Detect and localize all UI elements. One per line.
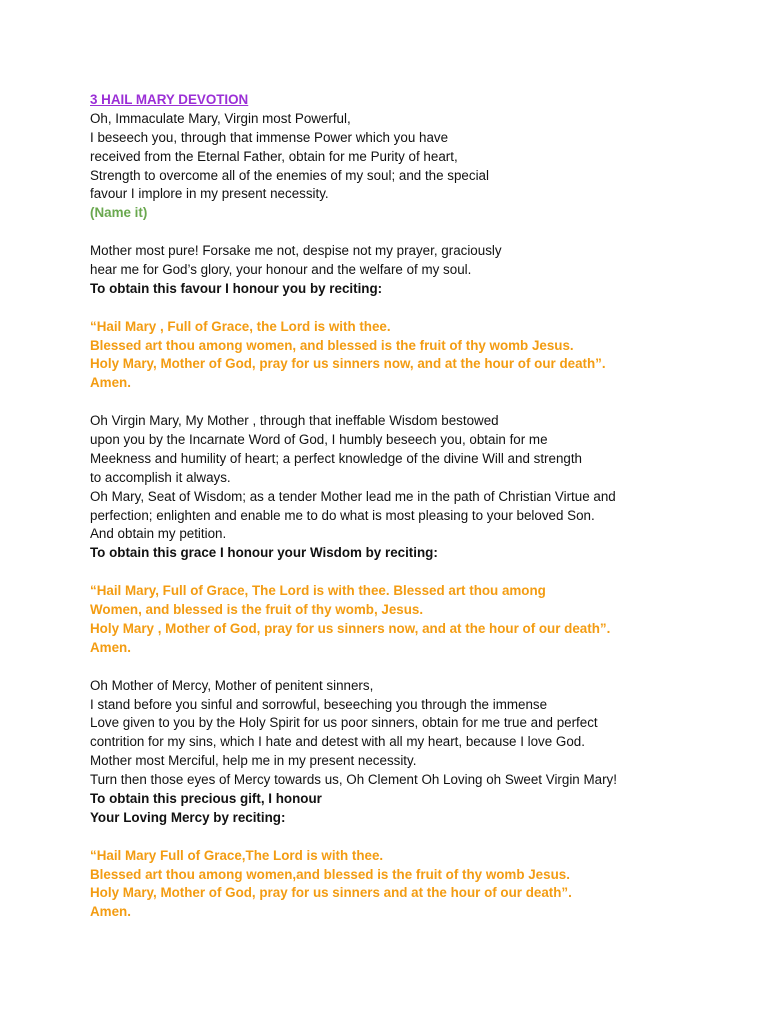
text-line: Strength to overcome all of the enemies of my soul; and the special	[90, 167, 489, 183]
text-line: to accomplish it always.	[90, 469, 231, 485]
text-line: favour I implore in my present necessity.	[90, 186, 329, 202]
spacer	[90, 393, 750, 412]
text-line: upon you by the Incarnate Word of God, I humbly beseech you, obtain for me	[90, 432, 548, 448]
spacer	[90, 828, 750, 847]
text-line: Oh Mary, Seat of Wisdom; as a tender Mother lead me in the path of Christian Virtue and	[90, 488, 616, 504]
section-mercy	[90, 677, 750, 923]
prayer-line: Holy Mary, Mother of God, pray for us sinners now, and at the hour of our death”.	[90, 356, 606, 372]
text-line: Mother most Merciful, help me in my present necessity.	[90, 753, 417, 769]
hail-mary-prayer	[90, 847, 750, 923]
section-immaculate-power	[90, 110, 750, 393]
text-line: Oh Virgin Mary, My Mother , through that ineffable Wisdom bestowed	[90, 413, 499, 429]
reciting-instruction: To obtain this precious gift, I honour	[90, 790, 322, 806]
text-line: received from the Eternal Father, obtain for me Purity of heart,	[90, 148, 458, 164]
document-page	[90, 91, 750, 922]
text-line: perfection; enlighten and enable me to do what is most pleasing to your beloved Son.	[90, 507, 595, 523]
prayer-line: Holy Mary, Mother of God, pray for us sinners and at the hour of our death”.	[90, 885, 572, 901]
text-line: I beseech you, through that immense Power which you have	[90, 129, 449, 145]
prayer-line: Amen.	[90, 375, 131, 391]
name-it-note: (Name it)	[90, 205, 148, 221]
text-line: Love given to you by the Holy Spirit for us poor sinners, obtain for me true and perfect	[90, 715, 598, 731]
prayer-line: “Hail Mary Full of Grace,The Lord is with thee.	[90, 847, 384, 863]
text-line: Oh, Immaculate Mary, Virgin most Powerful,	[90, 110, 351, 126]
spacer	[90, 658, 750, 677]
prayer-line: Women, and blessed is the fruit of thy womb, Jesus.	[90, 602, 424, 618]
text-line: And obtain my petition.	[90, 526, 227, 542]
spacer	[90, 299, 750, 318]
prayer-line: “Hail Mary , Full of Grace, the Lord is with thee.	[90, 318, 391, 334]
spacer	[90, 223, 750, 242]
text-line: hear me for God’s glory, your honour and the welfare of my soul.	[90, 262, 472, 278]
text-line: Mother most pure! Forsake me not, despise not my prayer, graciously	[90, 243, 502, 259]
reciting-instruction: Your Loving Mercy by reciting:	[90, 809, 286, 825]
prayer-line: Amen.	[90, 639, 131, 655]
text-line: Meekness and humility of heart; a perfect knowledge of the divine Will and strength	[90, 450, 583, 466]
reciting-instruction: To obtain this grace I honour your Wisdom by reciting:	[90, 545, 438, 561]
section-wisdom	[90, 412, 750, 658]
prayer-line: Holy Mary , Mother of God, pray for us sinners now, and at the hour of our death”.	[90, 620, 611, 636]
text-line: contrition for my sins, which I hate and detest with all my heart, because I love God.	[90, 734, 585, 750]
spacer	[90, 563, 750, 582]
prayer-line: Blessed art thou among women,and blessed is the fruit of thy womb Jesus.	[90, 866, 570, 882]
hail-mary-prayer	[90, 582, 750, 658]
prayer-line: Amen.	[90, 904, 131, 920]
document-title[interactable]: 3 HAIL MARY DEVOTION	[90, 92, 249, 107]
text-line: I stand before you sinful and sorrowful, beseeching you through the immense	[90, 696, 548, 712]
hail-mary-prayer	[90, 318, 750, 394]
reciting-instruction: To obtain this favour I honour you by reciting:	[90, 280, 383, 296]
text-line: Oh Mother of Mercy, Mother of penitent sinners,	[90, 677, 374, 693]
prayer-line: Blessed art thou among women, and blessed is the fruit of thy womb Jesus.	[90, 337, 574, 353]
prayer-line: “Hail Mary, Full of Grace, The Lord is with thee. Blessed art thou among	[90, 583, 546, 599]
text-line: Turn then those eyes of Mercy towards us, Oh Clement Oh Loving oh Sweet Virgin Mary!	[90, 772, 617, 788]
